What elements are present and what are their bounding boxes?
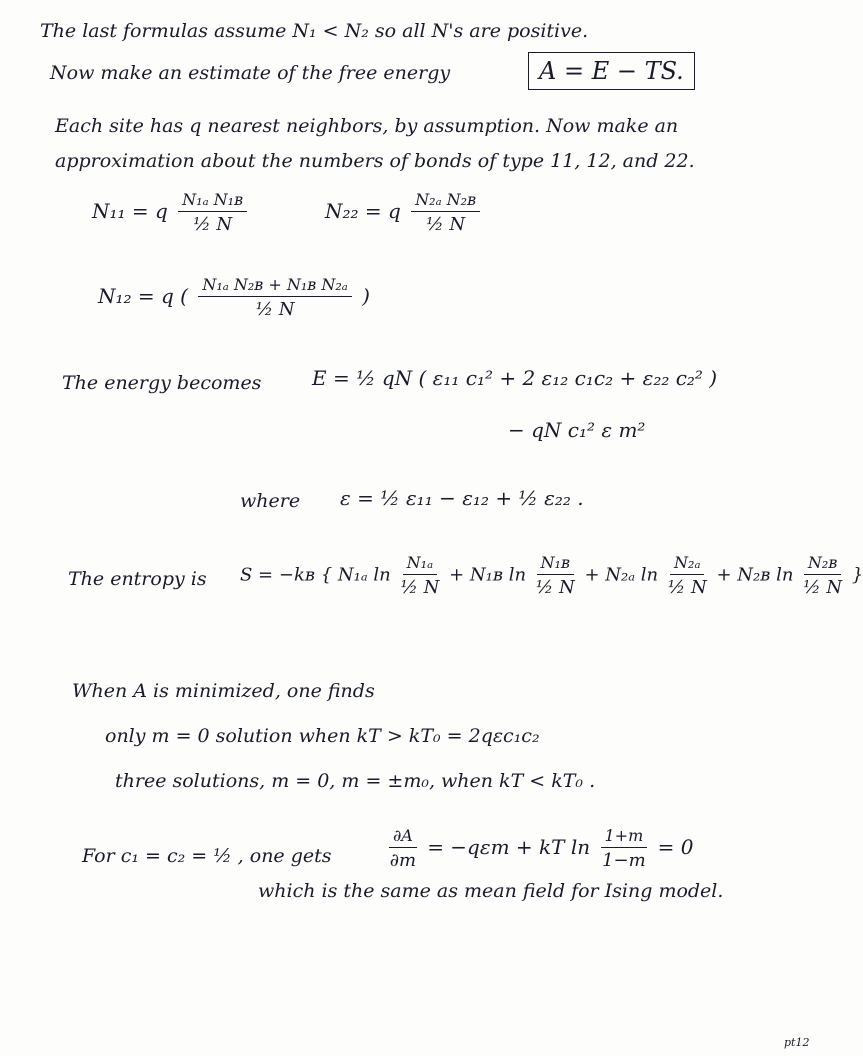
equation-derivative: [385, 826, 693, 871]
text-line-assumption: The last formulas assume N₁ < N₂ so all N's are positive.: [40, 20, 589, 42]
equation-n22: [325, 190, 484, 235]
text-where-label: where: [240, 490, 301, 512]
entropy-fraction4-den: ½ N: [803, 577, 843, 598]
n12-numerator: N₁ₐ N₂ʙ + N₁ʙ N₂ₐ: [198, 275, 351, 297]
entropy-fraction2: [536, 553, 575, 598]
n12-denominator: ½ N: [255, 299, 295, 320]
n22-denominator: ½ N: [426, 214, 466, 235]
entropy-fraction3: [668, 553, 707, 598]
derivative-numerator: ∂A: [389, 826, 417, 848]
log-fraction: [601, 826, 648, 871]
equation-n12: [98, 275, 370, 320]
text-line-minimized: When A is minimized, one finds: [72, 680, 375, 702]
log-numerator: 1+m: [601, 826, 648, 848]
entropy-term4: + N₂ʙ ln: [716, 564, 794, 586]
derivative-denominator: ∂m: [389, 850, 417, 871]
entropy-close-brace: }: [851, 564, 863, 586]
n11-lhs: N₁₁ = q: [92, 199, 168, 223]
derivative-middle: = −qεm + kT ln: [427, 835, 591, 859]
entropy-fraction4: [803, 553, 842, 598]
entropy-fraction1-num: N₁ₐ: [403, 553, 437, 575]
text-entropy-label: The entropy is: [68, 568, 207, 590]
entropy-fraction2-den: ½ N: [535, 577, 575, 598]
equation-n11: [92, 190, 251, 235]
boxed-free-energy-formula: A = E − TS.: [528, 52, 695, 90]
entropy-fraction1: [400, 553, 439, 598]
n22-numerator: N₂ₐ N₂ʙ: [411, 190, 480, 212]
n22-fraction: [411, 190, 480, 235]
equation-energy-line1: E = ½ qN ( ε₁₁ c₁² + 2 ε₁₂ c₁c₂ + ε₂₂ c₂² ): [312, 366, 718, 390]
entropy-lhs: S = −kʙ {: [240, 564, 333, 586]
entropy-fraction3-den: ½ N: [667, 577, 707, 598]
text-energy-label: The energy becomes: [62, 372, 262, 394]
entropy-term3: + N₂ₐ ln: [584, 564, 659, 586]
text-for-label: For c₁ = c₂ = ½ , one gets: [82, 845, 332, 867]
n12-fraction: [198, 275, 351, 320]
entropy-fraction2-num: N₁ʙ: [537, 553, 574, 575]
n11-denominator: ½ N: [193, 214, 233, 235]
entropy-term1: N₁ₐ ln: [337, 564, 391, 586]
n11-numerator: N₁ₐ N₁ʙ: [178, 190, 247, 212]
entropy-fraction1-den: ½ N: [400, 577, 440, 598]
text-line-ising: which is the same as mean field for Ising model.: [258, 880, 724, 902]
entropy-term2: + N₁ʙ ln: [449, 564, 527, 586]
n22-lhs: N₂₂ = q: [325, 199, 401, 223]
text-line-three-solutions: three solutions, m = 0, m = ±m₀, when kT < kT₀ .: [115, 770, 596, 792]
page-number: pt12: [784, 1036, 810, 1049]
log-denominator: 1−m: [602, 850, 646, 871]
n12-lhs: N₁₂ = q (: [98, 284, 188, 308]
n12-close-paren: ): [362, 284, 370, 308]
n11-fraction: [178, 190, 247, 235]
equation-energy-line2: − qN c₁² ε m²: [508, 418, 646, 442]
text-line-free-energy: Now make an estimate of the free energy: [50, 62, 451, 84]
derivative-end: = 0: [657, 835, 694, 859]
text-line-bonds: approximation about the numbers of bonds of type 11, 12, and 22.: [55, 150, 695, 172]
equation-epsilon-definition: ε = ½ ε₁₁ − ε₁₂ + ½ ε₂₂ .: [340, 486, 584, 510]
text-line-one-solution: only m = 0 solution when kT > kT₀ = 2qεc₁c₂: [105, 725, 540, 747]
derivative-fraction: [389, 826, 417, 871]
equation-entropy: [240, 553, 863, 598]
text-line-neighbors: Each site has q nearest neighbors, by assumption. Now make an: [55, 115, 679, 137]
entropy-fraction3-num: N₂ₐ: [670, 553, 704, 575]
entropy-fraction4-num: N₂ʙ: [804, 553, 841, 575]
